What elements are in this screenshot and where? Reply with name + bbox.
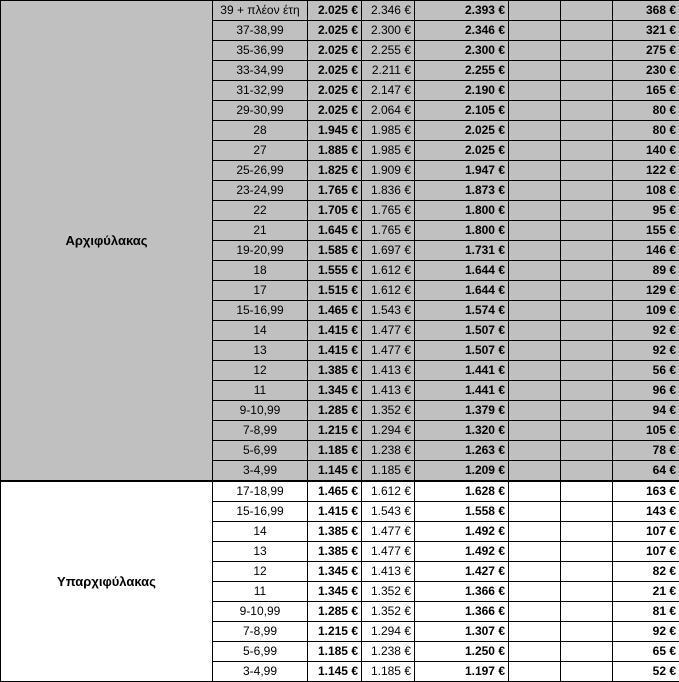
years-cell: 3-4,99	[213, 662, 308, 682]
empty-cell	[509, 301, 561, 321]
empty-cell	[509, 121, 561, 141]
salary-mid-cell: 1.294 €	[362, 622, 415, 642]
empty-cell	[561, 61, 613, 81]
empty-cell	[561, 642, 613, 662]
salary-mid-cell: 1.294 €	[362, 421, 415, 441]
years-cell: 15-16,99	[213, 301, 308, 321]
salary-current-cell: 1.345 €	[308, 562, 362, 582]
salary-current-cell: 1.415 €	[308, 502, 362, 522]
difference-cell: 65 €	[613, 642, 679, 662]
difference-cell: 92 €	[613, 341, 679, 361]
salary-current-cell: 2.025 €	[308, 41, 362, 61]
empty-cell	[561, 161, 613, 181]
empty-cell	[561, 281, 613, 301]
salary-current-cell: 1.145 €	[308, 461, 362, 482]
difference-cell: 80 €	[613, 121, 679, 141]
salary-mid-cell: 1.477 €	[362, 522, 415, 542]
empty-cell	[561, 121, 613, 141]
salary-new-cell: 1.507 €	[415, 341, 509, 361]
years-cell: 18	[213, 261, 308, 281]
salary-new-cell: 1.441 €	[415, 381, 509, 401]
salary-mid-cell: 1.185 €	[362, 461, 415, 482]
difference-cell: 78 €	[613, 441, 679, 461]
difference-cell: 105 €	[613, 421, 679, 441]
years-cell: 12	[213, 361, 308, 381]
empty-cell	[561, 421, 613, 441]
years-cell: 14	[213, 522, 308, 542]
difference-cell: 52 €	[613, 662, 679, 682]
salary-current-cell: 1.825 €	[308, 161, 362, 181]
empty-cell	[509, 41, 561, 61]
salary-current-cell: 1.385 €	[308, 361, 362, 381]
years-cell: 17	[213, 281, 308, 301]
salary-mid-cell: 1.985 €	[362, 141, 415, 161]
difference-cell: 321 €	[613, 21, 679, 41]
difference-cell: 89 €	[613, 261, 679, 281]
salary-new-cell: 2.393 €	[415, 1, 509, 21]
salary-mid-cell: 1.477 €	[362, 321, 415, 341]
salary-mid-cell: 2.346 €	[362, 1, 415, 21]
salary-new-cell: 1.197 €	[415, 662, 509, 682]
difference-cell: 275 €	[613, 41, 679, 61]
years-cell: 11	[213, 582, 308, 602]
salary-current-cell: 1.385 €	[308, 542, 362, 562]
empty-cell	[561, 461, 613, 482]
empty-cell	[561, 522, 613, 542]
empty-cell	[509, 341, 561, 361]
empty-cell	[561, 582, 613, 602]
difference-cell: 80 €	[613, 101, 679, 121]
table-row	[1, 1, 679, 21]
empty-cell	[509, 582, 561, 602]
empty-cell	[509, 281, 561, 301]
salary-current-cell: 1.585 €	[308, 241, 362, 261]
salary-new-cell: 2.255 €	[415, 61, 509, 81]
empty-cell	[509, 381, 561, 401]
salary-new-cell: 1.644 €	[415, 261, 509, 281]
empty-cell	[561, 221, 613, 241]
salary-new-cell: 1.441 €	[415, 361, 509, 381]
salary-new-cell: 2.346 €	[415, 21, 509, 41]
difference-cell: 108 €	[613, 181, 679, 201]
empty-cell	[509, 61, 561, 81]
empty-cell	[509, 361, 561, 381]
salary-current-cell: 1.345 €	[308, 381, 362, 401]
empty-cell	[509, 662, 561, 682]
empty-cell	[561, 181, 613, 201]
years-cell: 14	[213, 321, 308, 341]
salary-current-cell: 1.885 €	[308, 141, 362, 161]
salary-current-cell: 1.465 €	[308, 301, 362, 321]
salary-current-cell: 2.025 €	[308, 1, 362, 21]
salary-new-cell: 2.025 €	[415, 141, 509, 161]
difference-cell: 107 €	[613, 542, 679, 562]
years-cell: 19-20,99	[213, 241, 308, 261]
salary-new-cell: 1.250 €	[415, 642, 509, 662]
empty-cell	[509, 81, 561, 101]
salary-mid-cell: 1.985 €	[362, 121, 415, 141]
salary-new-cell: 1.320 €	[415, 421, 509, 441]
salary-mid-cell: 2.300 €	[362, 21, 415, 41]
difference-cell: 82 €	[613, 562, 679, 582]
salary-current-cell: 1.705 €	[308, 201, 362, 221]
salary-mid-cell: 1.612 €	[362, 261, 415, 281]
empty-cell	[561, 81, 613, 101]
salary-current-cell: 1.345 €	[308, 582, 362, 602]
years-cell: 13	[213, 542, 308, 562]
difference-cell: 165 €	[613, 81, 679, 101]
empty-cell	[561, 341, 613, 361]
salary-new-cell: 1.800 €	[415, 201, 509, 221]
years-cell: 27	[213, 141, 308, 161]
salary-new-cell: 1.366 €	[415, 582, 509, 602]
empty-cell	[561, 361, 613, 381]
empty-cell	[509, 542, 561, 562]
salary-new-cell: 1.492 €	[415, 542, 509, 562]
difference-cell: 140 €	[613, 141, 679, 161]
salary-new-cell: 1.731 €	[415, 241, 509, 261]
salary-new-cell: 1.427 €	[415, 562, 509, 582]
difference-cell: 230 €	[613, 61, 679, 81]
years-cell: 5-6,99	[213, 441, 308, 461]
salary-new-cell: 1.379 €	[415, 401, 509, 421]
empty-cell	[561, 21, 613, 41]
empty-cell	[509, 241, 561, 261]
years-cell: 15-16,99	[213, 502, 308, 522]
salary-new-cell: 2.025 €	[415, 121, 509, 141]
years-cell: 22	[213, 201, 308, 221]
empty-cell	[509, 502, 561, 522]
salary-mid-cell: 1.352 €	[362, 401, 415, 421]
salary-current-cell: 2.025 €	[308, 61, 362, 81]
salary-new-cell: 1.873 €	[415, 181, 509, 201]
salary-mid-cell: 1.612 €	[362, 481, 415, 502]
salary-new-cell: 1.492 €	[415, 522, 509, 542]
difference-cell: 64 €	[613, 461, 679, 482]
salary-mid-cell: 1.697 €	[362, 241, 415, 261]
empty-cell	[561, 381, 613, 401]
empty-cell	[509, 622, 561, 642]
years-cell: 39 + πλέον έτη	[213, 1, 308, 21]
difference-cell: 368 €	[613, 1, 679, 21]
salary-current-cell: 1.185 €	[308, 441, 362, 461]
salary-mid-cell: 2.147 €	[362, 81, 415, 101]
difference-cell: 129 €	[613, 281, 679, 301]
years-cell: 23-24,99	[213, 181, 308, 201]
salary-mid-cell: 1.909 €	[362, 161, 415, 181]
salary-mid-cell: 1.765 €	[362, 201, 415, 221]
empty-cell	[561, 141, 613, 161]
difference-cell: 143 €	[613, 502, 679, 522]
empty-cell	[509, 201, 561, 221]
difference-cell: 96 €	[613, 381, 679, 401]
years-cell: 7-8,99	[213, 421, 308, 441]
empty-cell	[561, 542, 613, 562]
salary-table-body	[1, 1, 679, 682]
salary-mid-cell: 1.543 €	[362, 502, 415, 522]
years-cell: 25-26,99	[213, 161, 308, 181]
salary-current-cell: 1.645 €	[308, 221, 362, 241]
salary-current-cell: 1.415 €	[308, 321, 362, 341]
salary-current-cell: 1.555 €	[308, 261, 362, 281]
difference-cell: 163 €	[613, 481, 679, 502]
difference-cell: 95 €	[613, 201, 679, 221]
difference-cell: 107 €	[613, 522, 679, 542]
salary-new-cell: 1.574 €	[415, 301, 509, 321]
years-cell: 5-6,99	[213, 642, 308, 662]
salary-mid-cell: 1.352 €	[362, 582, 415, 602]
salary-current-cell: 1.765 €	[308, 181, 362, 201]
empty-cell	[561, 441, 613, 461]
years-cell: 29-30,99	[213, 101, 308, 121]
empty-cell	[561, 41, 613, 61]
salary-mid-cell: 1.477 €	[362, 542, 415, 562]
salary-new-cell: 1.263 €	[415, 441, 509, 461]
empty-cell	[561, 481, 613, 502]
salary-mid-cell: 1.413 €	[362, 361, 415, 381]
empty-cell	[509, 602, 561, 622]
empty-cell	[561, 1, 613, 21]
years-cell: 37-38,99	[213, 21, 308, 41]
salary-current-cell: 1.215 €	[308, 421, 362, 441]
salary-current-cell: 1.515 €	[308, 281, 362, 301]
salary-mid-cell: 1.413 €	[362, 381, 415, 401]
empty-cell	[561, 101, 613, 121]
salary-current-cell: 2.025 €	[308, 81, 362, 101]
salary-mid-cell: 1.413 €	[362, 562, 415, 582]
salary-mid-cell: 1.238 €	[362, 642, 415, 662]
salary-mid-cell: 1.765 €	[362, 221, 415, 241]
salary-current-cell: 1.215 €	[308, 622, 362, 642]
empty-cell	[509, 522, 561, 542]
empty-cell	[561, 562, 613, 582]
salary-new-cell: 1.644 €	[415, 281, 509, 301]
salary-new-cell: 2.190 €	[415, 81, 509, 101]
years-cell: 31-32,99	[213, 81, 308, 101]
salary-current-cell: 1.285 €	[308, 602, 362, 622]
salary-mid-cell: 2.255 €	[362, 41, 415, 61]
table-row	[1, 481, 679, 502]
empty-cell	[561, 401, 613, 421]
empty-cell	[509, 441, 561, 461]
difference-cell: 122 €	[613, 161, 679, 181]
salary-mid-cell: 1.477 €	[362, 341, 415, 361]
salary-current-cell: 1.145 €	[308, 662, 362, 682]
years-cell: 33-34,99	[213, 61, 308, 81]
years-cell: 11	[213, 381, 308, 401]
salary-new-cell: 1.558 €	[415, 502, 509, 522]
salary-current-cell: 2.025 €	[308, 21, 362, 41]
salary-mid-cell: 1.185 €	[362, 662, 415, 682]
empty-cell	[509, 261, 561, 281]
salary-current-cell: 1.465 €	[308, 481, 362, 502]
empty-cell	[561, 502, 613, 522]
salary-mid-cell: 2.064 €	[362, 101, 415, 121]
empty-cell	[561, 261, 613, 281]
empty-cell	[509, 401, 561, 421]
salary-current-cell: 1.385 €	[308, 522, 362, 542]
salary-mid-cell: 1.238 €	[362, 441, 415, 461]
years-cell: 12	[213, 562, 308, 582]
empty-cell	[509, 321, 561, 341]
difference-cell: 21 €	[613, 582, 679, 602]
empty-cell	[509, 101, 561, 121]
rank-cell: Αρχιφύλακας	[1, 1, 213, 482]
years-cell: 35-36,99	[213, 41, 308, 61]
salary-mid-cell: 1.543 €	[362, 301, 415, 321]
empty-cell	[509, 562, 561, 582]
difference-cell: 56 €	[613, 361, 679, 381]
salary-mid-cell: 2.211 €	[362, 61, 415, 81]
empty-cell	[561, 662, 613, 682]
years-cell: 7-8,99	[213, 622, 308, 642]
years-cell: 28	[213, 121, 308, 141]
salary-new-cell: 1.209 €	[415, 461, 509, 482]
empty-cell	[509, 161, 561, 181]
difference-cell: 81 €	[613, 602, 679, 622]
years-cell: 3-4,99	[213, 461, 308, 482]
years-cell: 13	[213, 341, 308, 361]
empty-cell	[509, 21, 561, 41]
years-cell: 17-18,99	[213, 481, 308, 502]
empty-cell	[509, 481, 561, 502]
empty-cell	[561, 622, 613, 642]
salary-current-cell: 2.025 €	[308, 101, 362, 121]
salary-mid-cell: 1.836 €	[362, 181, 415, 201]
empty-cell	[561, 241, 613, 261]
salary-new-cell: 1.800 €	[415, 221, 509, 241]
empty-cell	[509, 181, 561, 201]
salary-new-cell: 1.628 €	[415, 481, 509, 502]
empty-cell	[509, 1, 561, 21]
years-cell: 21	[213, 221, 308, 241]
empty-cell	[561, 602, 613, 622]
salary-current-cell: 1.415 €	[308, 341, 362, 361]
salary-current-cell: 1.945 €	[308, 121, 362, 141]
difference-cell: 109 €	[613, 301, 679, 321]
salary-new-cell: 1.507 €	[415, 321, 509, 341]
salary-mid-cell: 1.612 €	[362, 281, 415, 301]
salary-new-cell: 1.947 €	[415, 161, 509, 181]
salary-new-cell: 1.366 €	[415, 602, 509, 622]
salary-new-cell: 2.105 €	[415, 101, 509, 121]
salary-current-cell: 1.285 €	[308, 401, 362, 421]
difference-cell: 146 €	[613, 241, 679, 261]
salary-new-cell: 2.300 €	[415, 41, 509, 61]
salary-mid-cell: 1.352 €	[362, 602, 415, 622]
difference-cell: 94 €	[613, 401, 679, 421]
empty-cell	[509, 461, 561, 482]
empty-cell	[509, 221, 561, 241]
empty-cell	[561, 321, 613, 341]
difference-cell: 92 €	[613, 622, 679, 642]
salary-new-cell: 1.307 €	[415, 622, 509, 642]
empty-cell	[509, 141, 561, 161]
salary-current-cell: 1.185 €	[308, 642, 362, 662]
empty-cell	[509, 642, 561, 662]
years-cell: 9-10,99	[213, 602, 308, 622]
years-cell: 9-10,99	[213, 401, 308, 421]
empty-cell	[561, 301, 613, 321]
difference-cell: 155 €	[613, 221, 679, 241]
empty-cell	[509, 421, 561, 441]
empty-cell	[561, 201, 613, 221]
difference-cell: 92 €	[613, 321, 679, 341]
rank-cell: Υπαρχιφύλακας	[1, 481, 213, 682]
